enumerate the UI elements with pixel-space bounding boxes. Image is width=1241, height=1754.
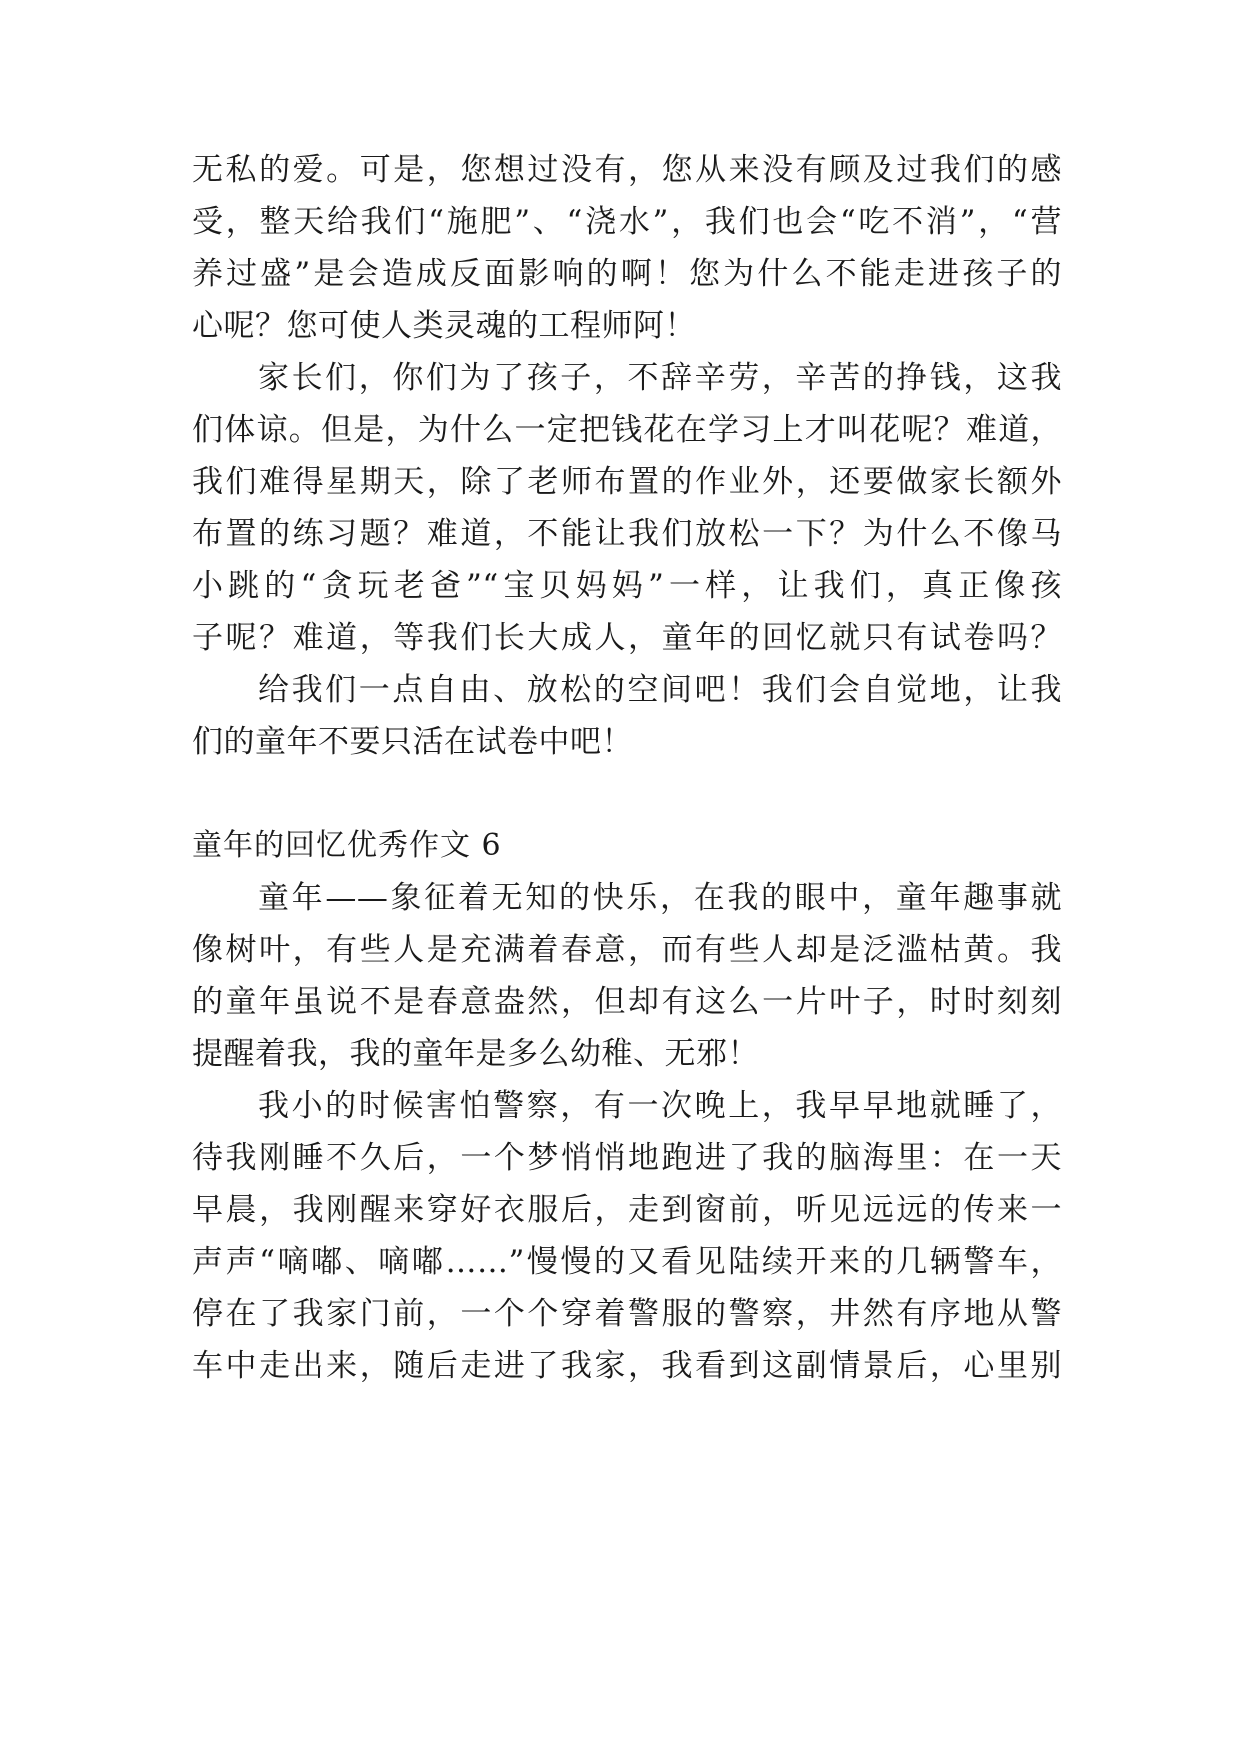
paragraph-line: 小跳的“贪玩老爸”“宝贝妈妈”一样，让我们，真正像孩 [192,568,1062,604]
paragraph-line: 的童年虽说不是春意盎然，但却有这么一片叶子，时时刻刻 [192,984,1062,1020]
paragraph-line: 给我们一点自由、放松的空间吧！我们会自觉地，让我 [258,672,1062,708]
paragraph-line: 们体谅。但是，为什么一定把钱花在学习上才叫花呢？难道， [192,412,1062,448]
paragraph-line: 养过盛”是会造成反面影响的啊！您为什么不能走进孩子的 [192,256,1062,292]
paragraph-line: 们的童年不要只活在试卷中吧！ [192,724,633,760]
paragraph-line: 无私的爱。可是，您想过没有，您从来没有顾及过我们的感 [192,152,1062,188]
paragraph-line: 早晨，我刚醒来穿好衣服后，走到窗前，听见远远的传来一 [192,1192,1062,1228]
paragraph-line: 像树叶，有些人是充满着春意，而有些人却是泛滥枯黄。我 [192,932,1062,968]
paragraph-line: 我小的时候害怕警察，有一次晚上，我早早地就睡了， [258,1088,1062,1124]
section-heading: 童年的回忆优秀作文 6 [192,828,502,863]
paragraph-line: 待我刚睡不久后，一个梦悄悄地跑进了我的脑海里：在一天 [192,1140,1062,1176]
paragraph-line: 受，整天给我们“施肥”、“浇水”，我们也会“吃不消”，“营 [192,204,1062,240]
paragraph-line: 车中走出来，随后走进了我家，我看到这副情景后，心里别 [192,1348,1062,1384]
paragraph-line: 子呢？难道，等我们长大成人，童年的回忆就只有试卷吗？ [192,620,1062,656]
paragraph-line: 声声“嘀嘟、嘀嘟……”慢慢的又看见陆续开来的几辆警车， [192,1244,1062,1280]
paragraph-line: 停在了我家门前，一个个穿着警服的警察，井然有序地从警 [192,1296,1062,1332]
paragraph-line: 家长们，你们为了孩子，不辞辛劳，辛苦的挣钱，这我 [258,360,1062,396]
paragraph-line: 布置的练习题？难道，不能让我们放松一下？为什么不像马 [192,516,1062,552]
paragraph-line: 提醒着我，我的童年是多么幼稚、无邪！ [192,1036,759,1072]
paragraph-line: 心呢？您可使人类灵魂的工程师阿！ [192,308,696,344]
paragraph-line: 童年——象征着无知的快乐，在我的眼中，童年趣事就 [258,880,1062,916]
paragraph-line: 我们难得星期天，除了老师布置的作业外，还要做家长额外 [192,464,1062,500]
